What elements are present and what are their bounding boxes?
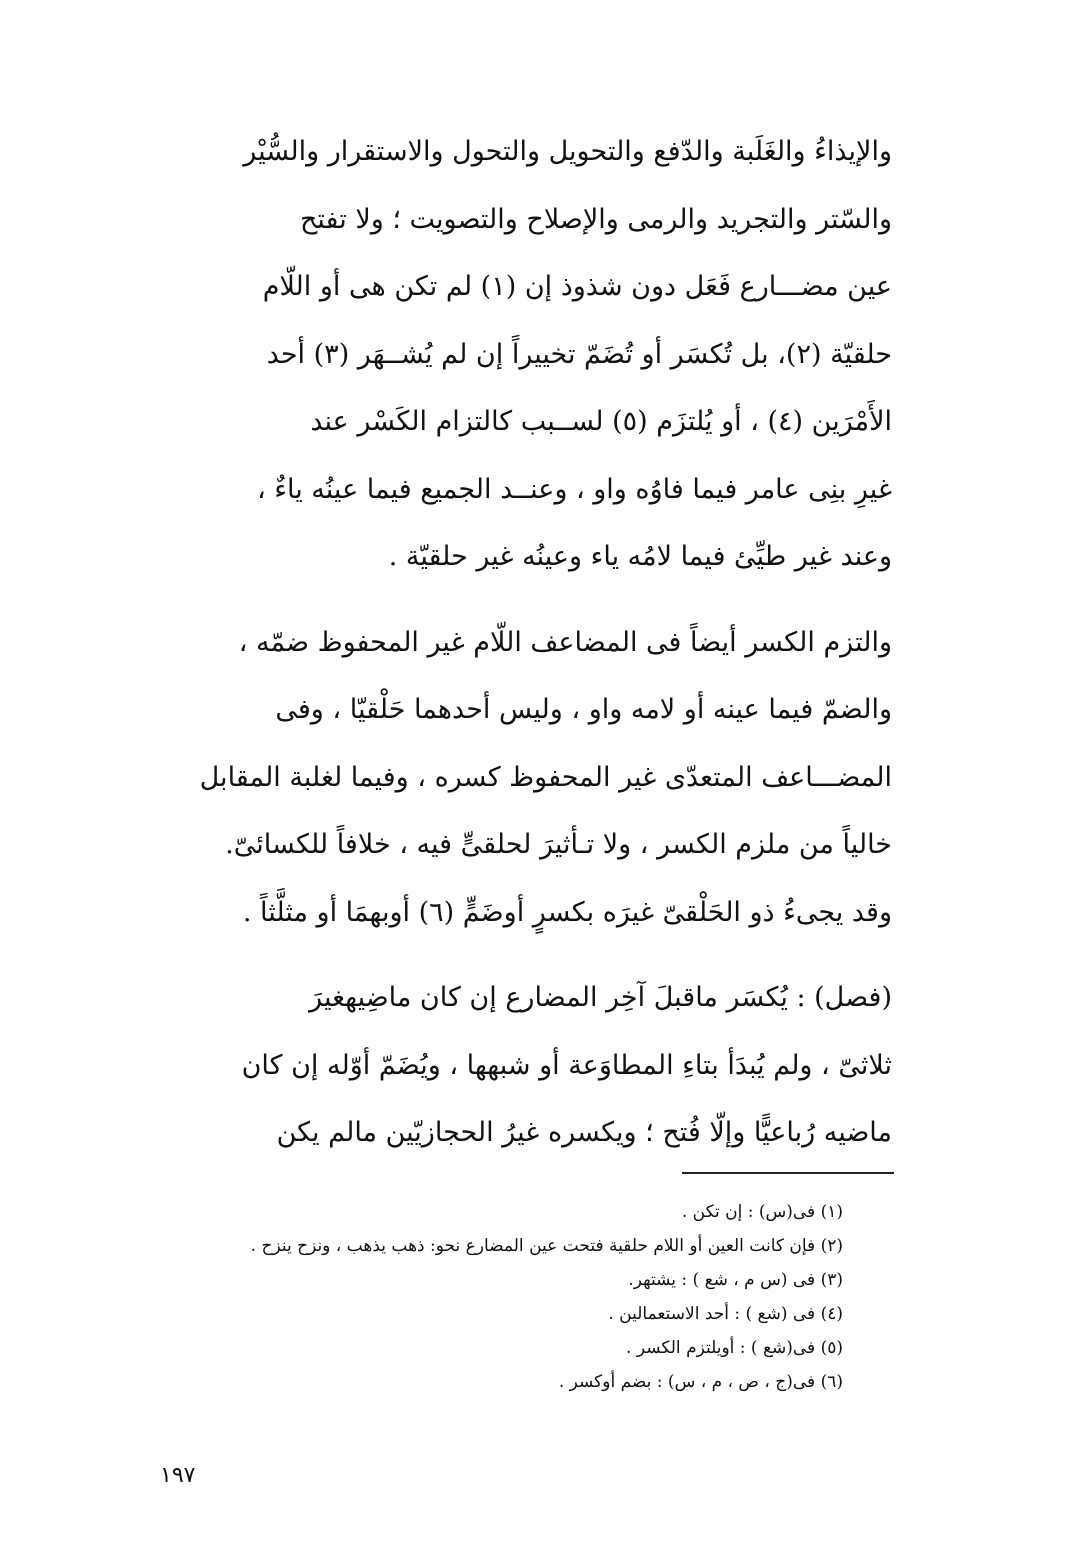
text-line: المضـــاعف المتعدّى غير المحفوظ كسره ، وفيما لغلبة المقابل	[199, 761, 892, 793]
text-line: ثلاثىّ ، ولم يُبدَأ بتاءِ المطاوَعة أو شبهها ، ويُضَمّ أوّله إن كان	[241, 1049, 892, 1081]
text-line: عين مضـــارع فَعَل دون شذوذ إن (١) لم تكن هى أو اللّام	[262, 271, 892, 302]
footnote: (٤) فى (شع ) : أحد الاستعمالين .	[608, 1304, 843, 1324]
text-line: وقد يجىءُ ذو الحَلْقىّ غيرَه بكسرٍ أوضَمٍّ (٦) أوبهمَا أو مثلَّثاً .	[242, 896, 892, 928]
text-line: (فصل) : يُكسَر ماقبلَ آخِر المضارع إن كان ماضِيهغيرَ	[309, 982, 892, 1013]
text-line: والإيذاءُ والغَلَبة والدّفع والتحويل والتحول والاستقرار والسُّيْر	[243, 136, 892, 167]
footnote: (٢) فإن كانت العين أو اللام حلقية فتحت عين المضارع نحو: ذهب يذهب ، ونزح ينزح .	[250, 1236, 843, 1256]
text-line: وعند غير طيِّئ فيما لامُه ياء وعينُه غير حلقيّة .	[388, 541, 892, 572]
footnote: (٣) فى (س م ، شع ) : يشتهر.	[628, 1270, 843, 1290]
text-line: حلقيّة (٢)، بل تُكسَر أو تُضَمّ تخييراً إن لم يُشــهَر (٣) أحد	[266, 338, 892, 370]
footnote: (١) فى(س) : إن تكن .	[681, 1202, 843, 1222]
text-line: غيرِ بنِى عامر فيما فاوُه واو ، وعنــد الجميع فيما عينُه ياءٌ ،	[256, 473, 892, 505]
page-number: ١٩٧	[160, 1463, 196, 1488]
text-line: والتزم الكسر أيضاً فى المضاعف اللّام غير المحفوظ ضمّه ،	[238, 626, 892, 658]
footnote: (٥) فى(شع ) : أويلتزم الكسر .	[626, 1338, 843, 1358]
paragraph-2	[160, 609, 892, 947]
paragraph-3	[160, 964, 892, 1167]
text-line: والضمّ فيما عينه أو لامه واو ، وليس أحدهما حَلْقيّا ، وفى	[275, 694, 892, 725]
text-line: ماضيه رُباعيًّا وإلّا فُتح ؛ ويكسره غيرُ الحجازيّين مالم يكن	[276, 1117, 892, 1148]
main-text	[160, 118, 892, 1167]
text-line: الأَمْرَين (٤) ، أو يُلتزَم (٥) لســبب كالتزام الكَسْر عند	[310, 406, 892, 437]
footnote-separator	[682, 1172, 894, 1174]
text-line: والسّتر والتجريد والرمى والإصلاح والتصويت ؛ ولا تفتح	[299, 203, 892, 235]
paragraph-1	[160, 118, 892, 591]
text-line: خالياً من ملزم الكسر ، ولا تـأثيرَ لحلقىٍّ فيه ، خلافاً للكسائىّ.	[225, 829, 892, 860]
footnote: (٦) فى(ج ، ص ، م ، س) : بضم أوكسر .	[558, 1372, 843, 1392]
footnotes	[153, 1195, 843, 1399]
